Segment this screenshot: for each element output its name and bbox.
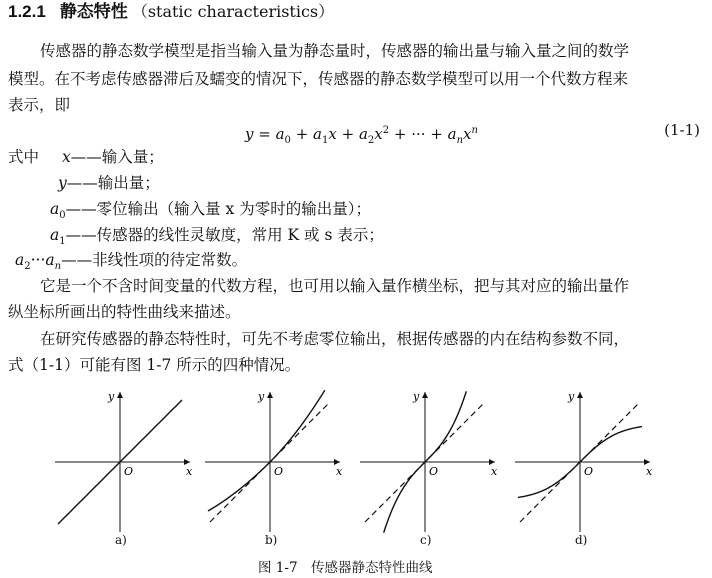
paragraph-3-line-1: 在研究传感器的静态特性时，可先不考虑零位输出，根据传感器的内在结构参数不同， bbox=[40, 330, 630, 348]
paragraph-1-line-1: 传感器的静态数学模型是指当输入量为静态量时，传感器的输出量与输入量之间的数学 bbox=[40, 42, 630, 60]
paragraph-1-line-2: 模型。在不考虑传感器滞后及蠕变的情况下，传感器的静态数学模型可以用一个代数方程来 bbox=[8, 70, 629, 88]
paragraph-3-line-2: 式（1-1）可能有图 1-7 所示的四种情况。 bbox=[8, 356, 301, 374]
definitions-row-a0: $a_0——$零位输出（输入量 x 为零时的输出量）； bbox=[50, 200, 371, 222]
def-symbol-y: y bbox=[58, 174, 67, 192]
origin-label: O bbox=[124, 465, 134, 478]
figure-caption: 图 1-7 传感器静态特性曲线 bbox=[258, 560, 433, 576]
def-desc-x: ——输入量； bbox=[70, 148, 164, 166]
y-axis-label: y bbox=[258, 390, 265, 403]
y-axis-label: y bbox=[568, 390, 575, 403]
equation-number: (1-1) bbox=[664, 121, 700, 139]
x-axis-label: x bbox=[646, 465, 653, 478]
x-axis-label: x bbox=[186, 465, 193, 478]
subplot-label-a: a) bbox=[115, 533, 127, 547]
characteristic-curve bbox=[208, 390, 325, 511]
def-symbol-x: x bbox=[61, 148, 71, 166]
definitions-row-an: $a_2\cdot\cdot\cdot a_n——$非线性项的待定常数。 bbox=[15, 251, 248, 273]
figure-1-7 bbox=[0, 385, 712, 555]
definitions-row-x bbox=[8, 147, 164, 167]
def-desc-an: ——非线性项的待定常数。 bbox=[61, 251, 248, 269]
def-desc-y: ——输出量； bbox=[66, 174, 160, 192]
section-title-cn: 静态特性 bbox=[59, 2, 128, 22]
section-title-en: （static characteristics） bbox=[131, 2, 335, 21]
section-heading bbox=[8, 2, 334, 22]
y-axis-label: y bbox=[108, 390, 115, 403]
origin-label: O bbox=[274, 465, 284, 478]
definitions-intro: 式中 bbox=[8, 148, 40, 166]
x-axis-label: x bbox=[336, 465, 343, 478]
definitions-row-y bbox=[58, 173, 160, 193]
origin-label: O bbox=[584, 465, 594, 478]
def-desc-a1: ——传感器的线性灵敏度，常用 K 或 s 表示； bbox=[65, 226, 384, 244]
definitions-row-a1: $a_1——$传感器的线性灵敏度，常用 K 或 s 表示； bbox=[50, 226, 384, 248]
paragraph-2-line-1: 它是一个不含时间变量的代数方程，也可用以输入量作横坐标，把与其对应的输出量作 bbox=[40, 277, 630, 295]
paragraph-2-line-2: 纵坐标所画出的特性曲线来描述。 bbox=[8, 303, 241, 321]
section-number: 1.2.1 bbox=[8, 2, 46, 21]
subplot-label-d: d) bbox=[575, 533, 588, 547]
equation-1-1: $y = a_0 + a_1x + a_2x^2$ + ··· + $a_nx^n$ bbox=[245, 125, 478, 146]
def-desc-a0: ——零位输出（输入量 x 为零时的输出量）； bbox=[65, 200, 371, 218]
paragraph-1-line-3: 表示，即 bbox=[8, 96, 71, 114]
origin-label: O bbox=[429, 465, 439, 478]
y-axis-label: y bbox=[413, 390, 420, 403]
subplot-label-c: c) bbox=[420, 533, 432, 547]
x-axis-label: x bbox=[491, 465, 498, 478]
subplot-label-b: b) bbox=[265, 533, 278, 547]
